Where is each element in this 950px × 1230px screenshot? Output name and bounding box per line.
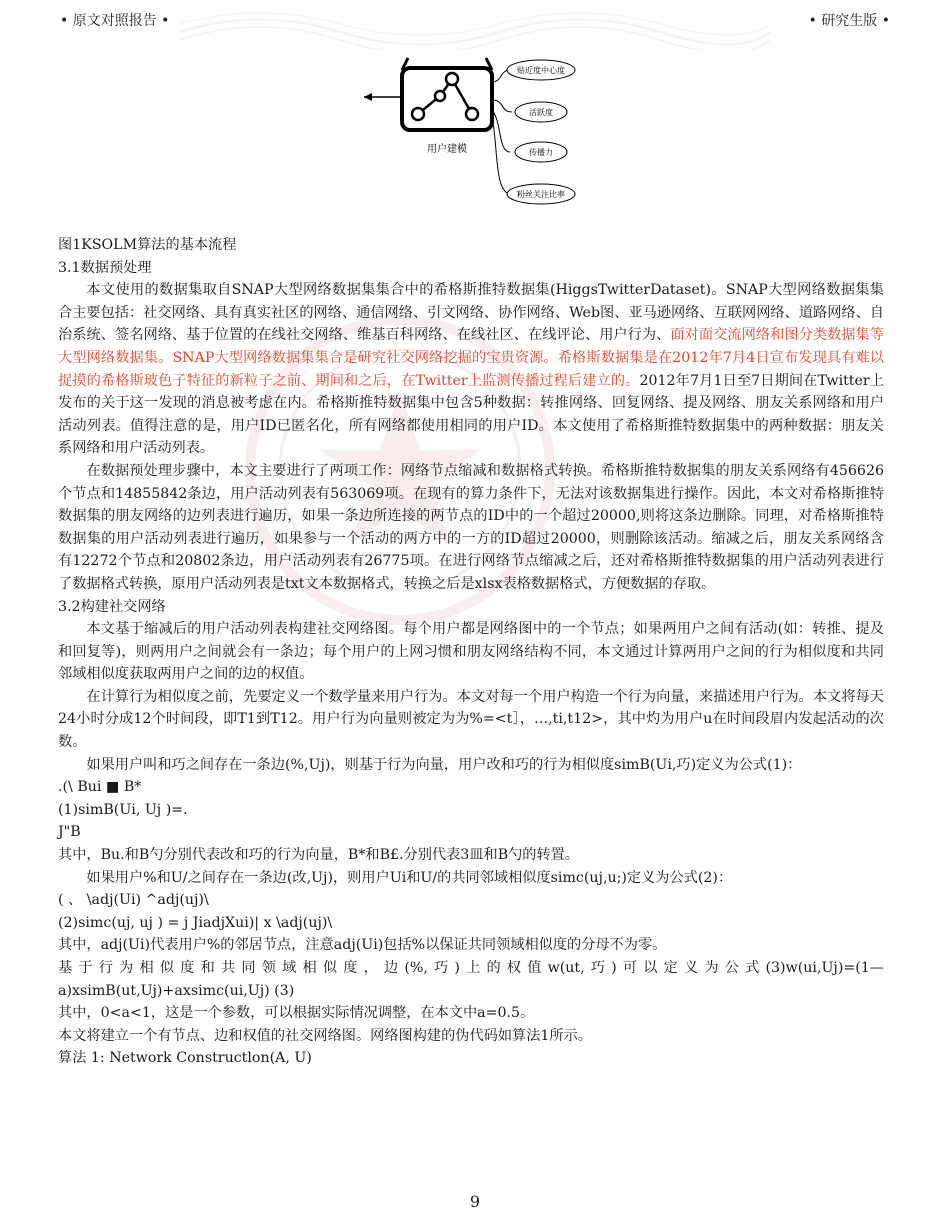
center-label: 用户建模 <box>427 144 467 155</box>
graph-node-icon <box>435 91 445 101</box>
paragraph: 基于行为相似度和共同领域相似度，边(%,巧)上的权值w(ut,巧)可以定义为公式(3)w(ui,Uj)=(1—a)xsimB(ut,Uj)+axsimc(ui,Uj) (3) <box>58 960 884 999</box>
highlighted-text: 面对面交流网络和图分类数据集等大型网络数据集。SNAP大型网络数据集集合是研究社交网络挖掘的宝贵资源。希格斯数据集是在2012年7月4日宣布发现具有难以捉摸的希格斯玻色子特征的新粒子之前、期间和之后，在Twitter上监测传播过程后建立的。 <box>58 327 884 389</box>
paragraph: 本文基于缩减后的用户活动列表构建社交网络图。每个用户都是网络图中的一个节点；如果两用户之间有活动(如：转推、提及和回复等)，则两用户之间就会有一条边；每个用户的上网习惯和朋友网络结构不同，本文通过计算两用户之间的行为相似度和共同邻域相似度获取两用户之间的边的权值。 <box>58 621 884 683</box>
node-label: 粉丝关注比率 <box>517 190 565 199</box>
header-decoration <box>180 2 770 50</box>
page-number: 9 <box>469 1192 481 1211</box>
body-content <box>58 234 884 1070</box>
paragraph: 其中，adj(Ui)代表用户%的邻居节点，注意adj(Ui)包括%以保证共同领域相似度的分母不为零。 <box>58 937 667 954</box>
graph-node-icon <box>466 108 478 120</box>
paragraph: 其中，0<a<1，这是一个参数，可以根据实际情况调整，在本文中a=0.5。 <box>58 1005 535 1022</box>
graph-node-icon <box>412 108 424 120</box>
formula-line: J"B <box>58 824 81 841</box>
header-right: • 研究生版 • <box>808 13 890 29</box>
paragraph: 在计算行为相似度之前，先要定义一个数学量来用户行为。本文对每一个用户构造一个行为向量，来描述用户行为。本文将每天24小时分成12个时间段，即T1到T12。用户行为向量则被定为为%=<t］，…,ti,t12>，其中灼为用户u在时间段眉内发起活动的次数。 <box>58 688 884 751</box>
formula-line: (1)simB(Ui, Uj )=. <box>58 801 188 818</box>
paragraph: 其中，Bu.和B勺分别代表改和巧的行为向量，B*和B£.分别代表3皿和B勺的转置。 <box>58 847 580 864</box>
header-left: • 原文对照报告 • <box>60 13 170 29</box>
formula-line: (2)simc(uj, uj ) = j JiadjXui)| x \adj(uj)\ <box>58 914 333 931</box>
paragraph: 如果用户%和U/之间存在一条边(改,Uj)，则用户Ui和U/的共同邻域相似度simc(uj,u;)定义为公式(2)： <box>86 869 733 886</box>
paragraph: 在数据预处理步骤中，本文主要进行了两项工作：网络节点缩减和数据格式转换。希格斯推特数据集的朋友关系网络有456626个节点和14855842条边，用户活动列表有563069项。在现有的算力条件下，无法对该数据集进行操作。因此，本文对希格斯推特数据集的朋友网络的边列表进行遍历，如果一条边所连接的两节点的ID中的一个超过20000,则将这条边删除。同理，对希格斯推特数据集的用户活动列表进行遍历，如果参与一个活动的两方中的一方的ID超过20000，则删除该活动。缩减之后，朋友关系网络含有12272个节点和20802条边，用户活动列表有26775项。在进行网络节点缩减之后，还对希格斯推特数据集的用户活动列表进行了数据格式转换，原用户活动列表是txt文本数据格式，转换之后是xlsx表格数据格式，方便数据的存取。 <box>58 462 884 592</box>
node-label: 贴近度中心度 <box>517 66 565 75</box>
algorithm-title: 算法 1: Network Constructlon(A, U) <box>58 1050 312 1067</box>
figure-caption: 图1KSOLM算法的基本流程 <box>58 237 237 253</box>
node-label: 活跃度 <box>529 108 553 117</box>
paragraph: 如果用户叫和巧之间存在一条边(%,Uj)，则基于行为向量，用户改和巧的行为相似度simB(Ui,巧)定义为公式(1)： <box>86 756 802 773</box>
arrow-head-icon <box>364 93 372 101</box>
section-heading-3-1: 3.1数据预处理 <box>58 259 152 276</box>
user-modeling-figure <box>360 52 600 212</box>
section-heading-3-2: 3.2构建社交网络 <box>58 598 166 615</box>
paragraph: 本文使用的数据集取自SNAP大型网络数据集集合中的希格斯推特数据集(HiggsTwitterDataset)。SNAP大型网络数据集集合主要包括：社交网络、具有真实社区的网络、通信网络、引文网络、协作网络、Web图、亚马逊网络、互联网网络、道路网络、自治系统、签名网络、基于位置的在线社交网络、维基百科网络、在线社区、在线评论、用户行为、面对面交流网络和图分类数据集等大型网络数据集。SNAP大型网络数据集集合是研究社交网络挖掘的宝贵资源。希格斯数据集是在2012年7月4日宣布发现具有难以捉摸的希格斯玻色子特征的新粒子之前、期间和之后，在Twitter上监测传播过程后建立的。2012年7月1日至7日期间在Twitter上发布的关于这一发现的消息被考虑在内。希格斯推特数据集中包含5种数据：转推网络、回复网络、提及网络、朋友关系网络和用户活动列表。值得注意的是，用户ID已匿名化，所有网络都使用相同的用户ID。本文使用了希格斯推特数据集中的两种数据：朋友关系网络和用户活动列表。 <box>58 282 884 457</box>
formula-line: ( 、 \adj(Ui) ^adj(uj)\ <box>58 892 209 909</box>
node-label: 传播力 <box>529 148 553 157</box>
formula-line: .(\ Bui ■ B* <box>58 779 142 796</box>
paragraph: 本文将建立一个有节点、边和权值的社交网络图。网络图构建的伪代码如算法1所示。 <box>58 1027 592 1044</box>
graph-node-icon <box>446 73 458 85</box>
